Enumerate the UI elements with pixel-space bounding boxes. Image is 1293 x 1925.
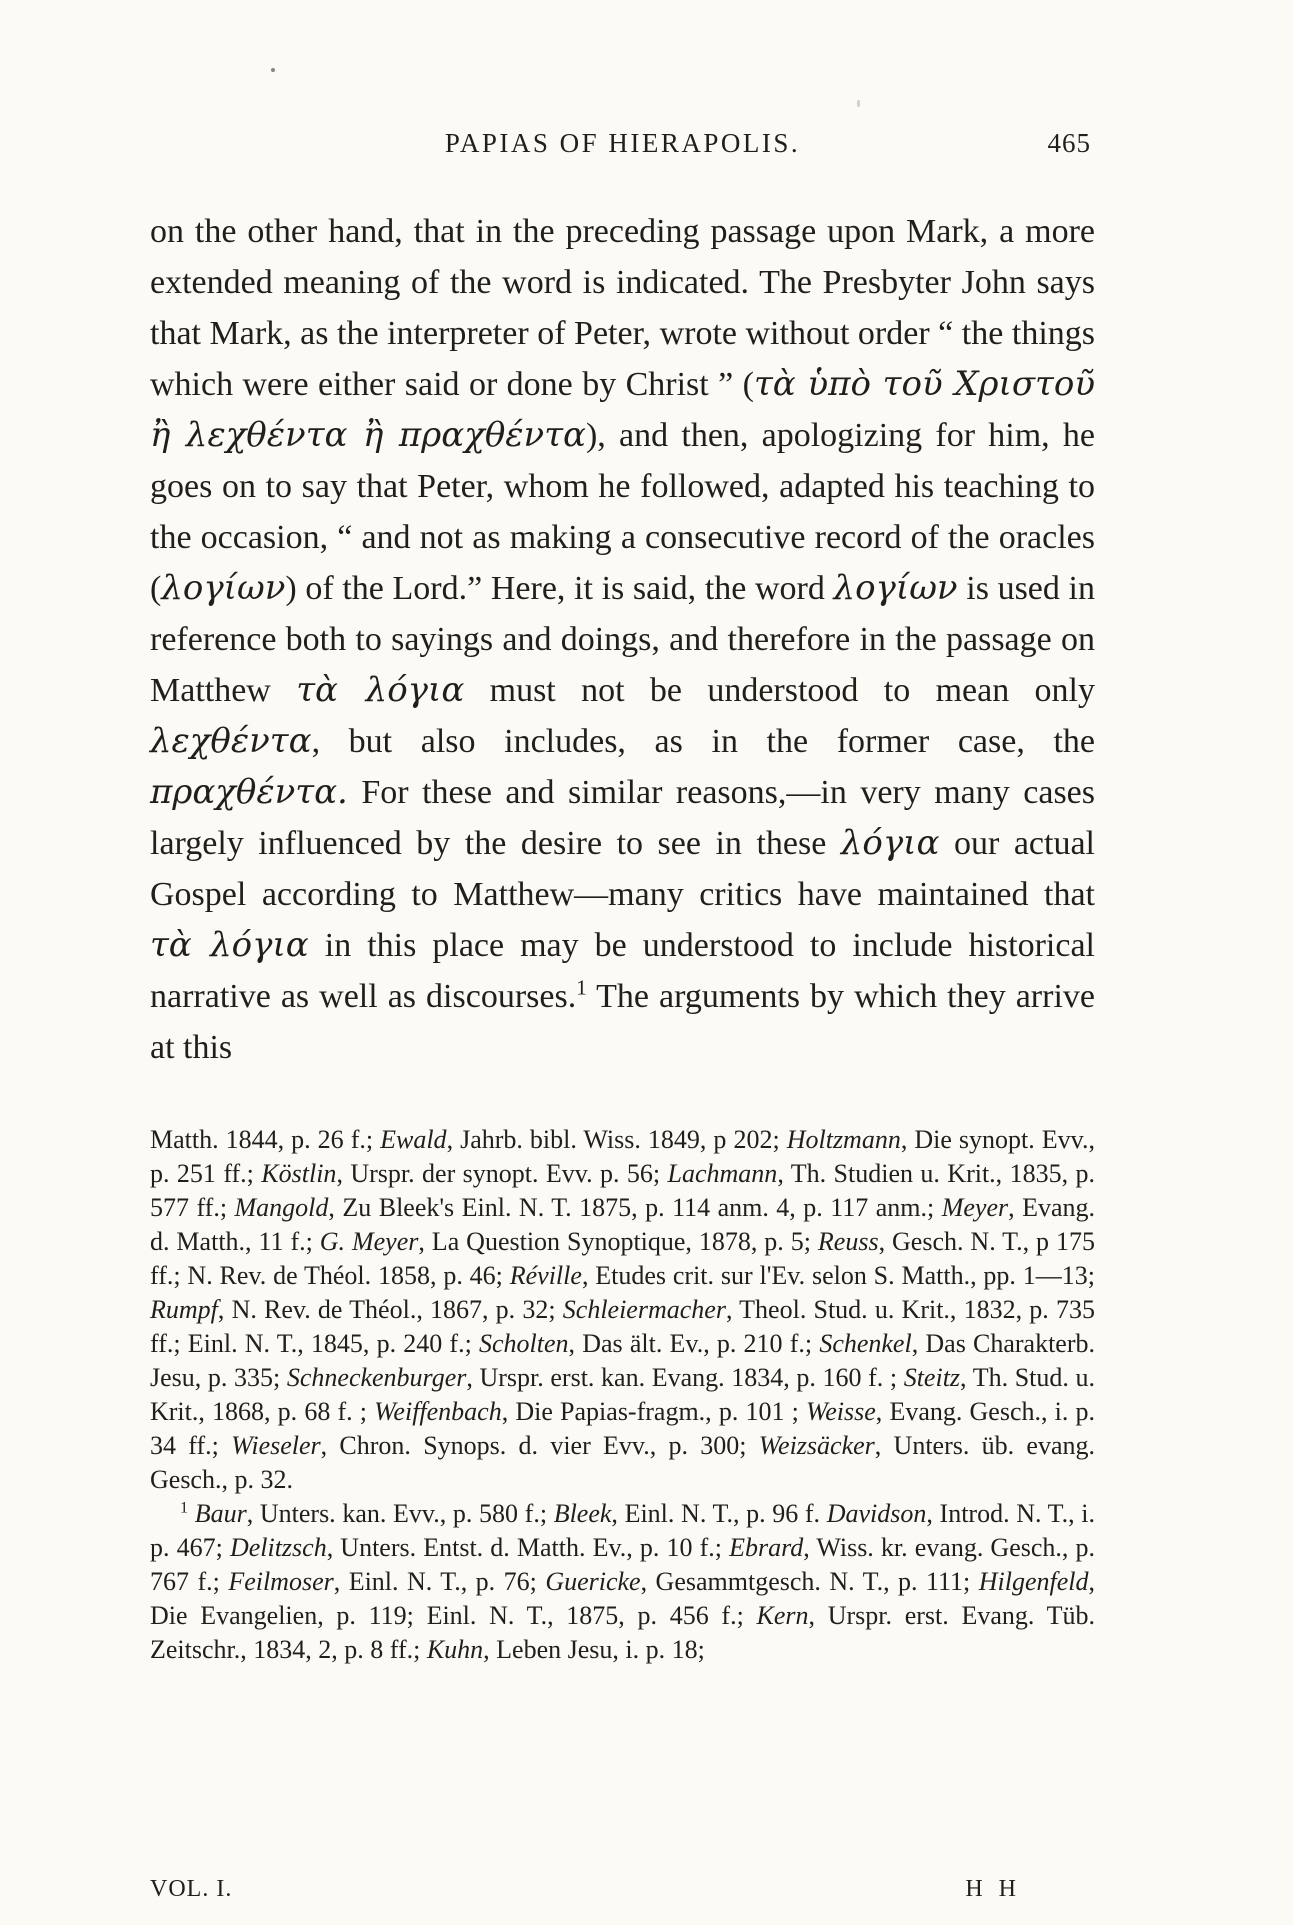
ink-speck: [857, 100, 860, 107]
page-header: [150, 128, 1095, 172]
ink-speck: [271, 68, 275, 72]
signature-mark: H H: [965, 1876, 1021, 1902]
footnotes-block: [150, 1123, 1095, 1667]
page-number: 465: [1047, 128, 1091, 158]
footnote-1: $^1$ Baur, Unters. kan. Evv., p. 580 f.; Bleek, Einl. N. T., p. 96 f. Davidson, Introd. N. T., i. p. 467; Delitzsch, Unters. Entst. d. Matth. Ev., p. 10 f.; Ebrard, Wiss. kr. evang. Gesch., p. 767 f.; Feilmoser, Einl. N. T., p. 76; Guericke, Gesammtgesch. N. T., p. 111; Hilgenfeld, Die Evangelien, p. 119; Einl. N. T., 1875, p. 456 f.; Kern, Urspr. erst. Evang. Tüb. Zeitschr., 1834, 2, p. 8 ff.; Kuhn, Leben Jesu, i. p. 18;: [150, 1499, 1096, 1664]
page-footer: [150, 1876, 1095, 1903]
body-paragraph: on the other hand, that in the preceding passage upon Mark, a more extended meaning of the word is indicated. The Presbyter John says that Mark, as the interpreter of Peter, wrote without order “ the things which were either said or done by Christ ” (τὰ ὑπὸ τοῦ Χριστοῦ ἢ λεχθέντα ἢ πραχθέντα), and then, apologizing for him, he goes on to say that Peter, whom he followed, adapted his teaching to the occasion, “ and not as making a consecutive record of the oracles (λογίων) of the Lord.” Here, it is said, the word λογίων is used in reference both to sayings and doings, and therefore in the passage on Matthew τὰ λόγια must not be understood to mean only λεχθέντα, but also includes, as in the former case, the πραχθέντα. For these and similar reasons,—in very many cases largely influenced by the desire to see in these λόγια our actual Gospel according to Matthew—many critics have maintained that τὰ λόγια in this place may be understood to include historical narrative as well as discourses.$^1$ The arguments by which they arrive at this: [150, 213, 1096, 1066]
footnote-continuation: Matth. 1844, p. 26 f.; Ewald, Jahrb. bibl. Wiss. 1849, p 202; Holtzmann, Die synopt. Evv., p. 251 ff.; Köstlin, Urspr. der synopt. Evv. p. 56; Lachmann, Th. Studien u. Krit., 1835, p. 577 ff.; Mangold, Zu Bleek's Einl. N. T. 1875, p. 114 anm. 4, p. 117 anm.; Meyer, Evang. d. Matth., 11 f.; G. Meyer, La Question Synoptique, 1878, p. 5; Reuss, Gesch. N. T., p 175 ff.; N. Rev. de Théol. 1858, p. 46; Réville, Etudes crit. sur l'Ev. selon S. Matth., pp. 1—13; Rumpf, N. Rev. de Théol., 1867, p. 32; Schleiermacher, Theol. Stud. u. Krit., 1832, p. 735 ff.; Einl. N. T., 1845, p. 240 f.; Scholten, Das ält. Ev., p. 210 f.; Schenkel, Das Charakterb. Jesu, p. 335; Schneckenburger, Urspr. erst. kan. Evang. 1834, p. 160 f. ; Steitz, Th. Stud. u. Krit., 1868, p. 68 f. ; Weiffenbach, Die Papias-fragm., p. 101 ; Weisse, Evang. Gesch., i. p. 34 ff.; Wieseler, Chron. Synops. d. vier Evv., p. 300; Weizsäcker, Unters. üb. evang. Gesch., p. 32.: [150, 1125, 1096, 1494]
running-title: PAPIAS OF HIERAPOLIS.: [444, 128, 801, 158]
volume-label: VOL. I.: [150, 1876, 233, 1902]
